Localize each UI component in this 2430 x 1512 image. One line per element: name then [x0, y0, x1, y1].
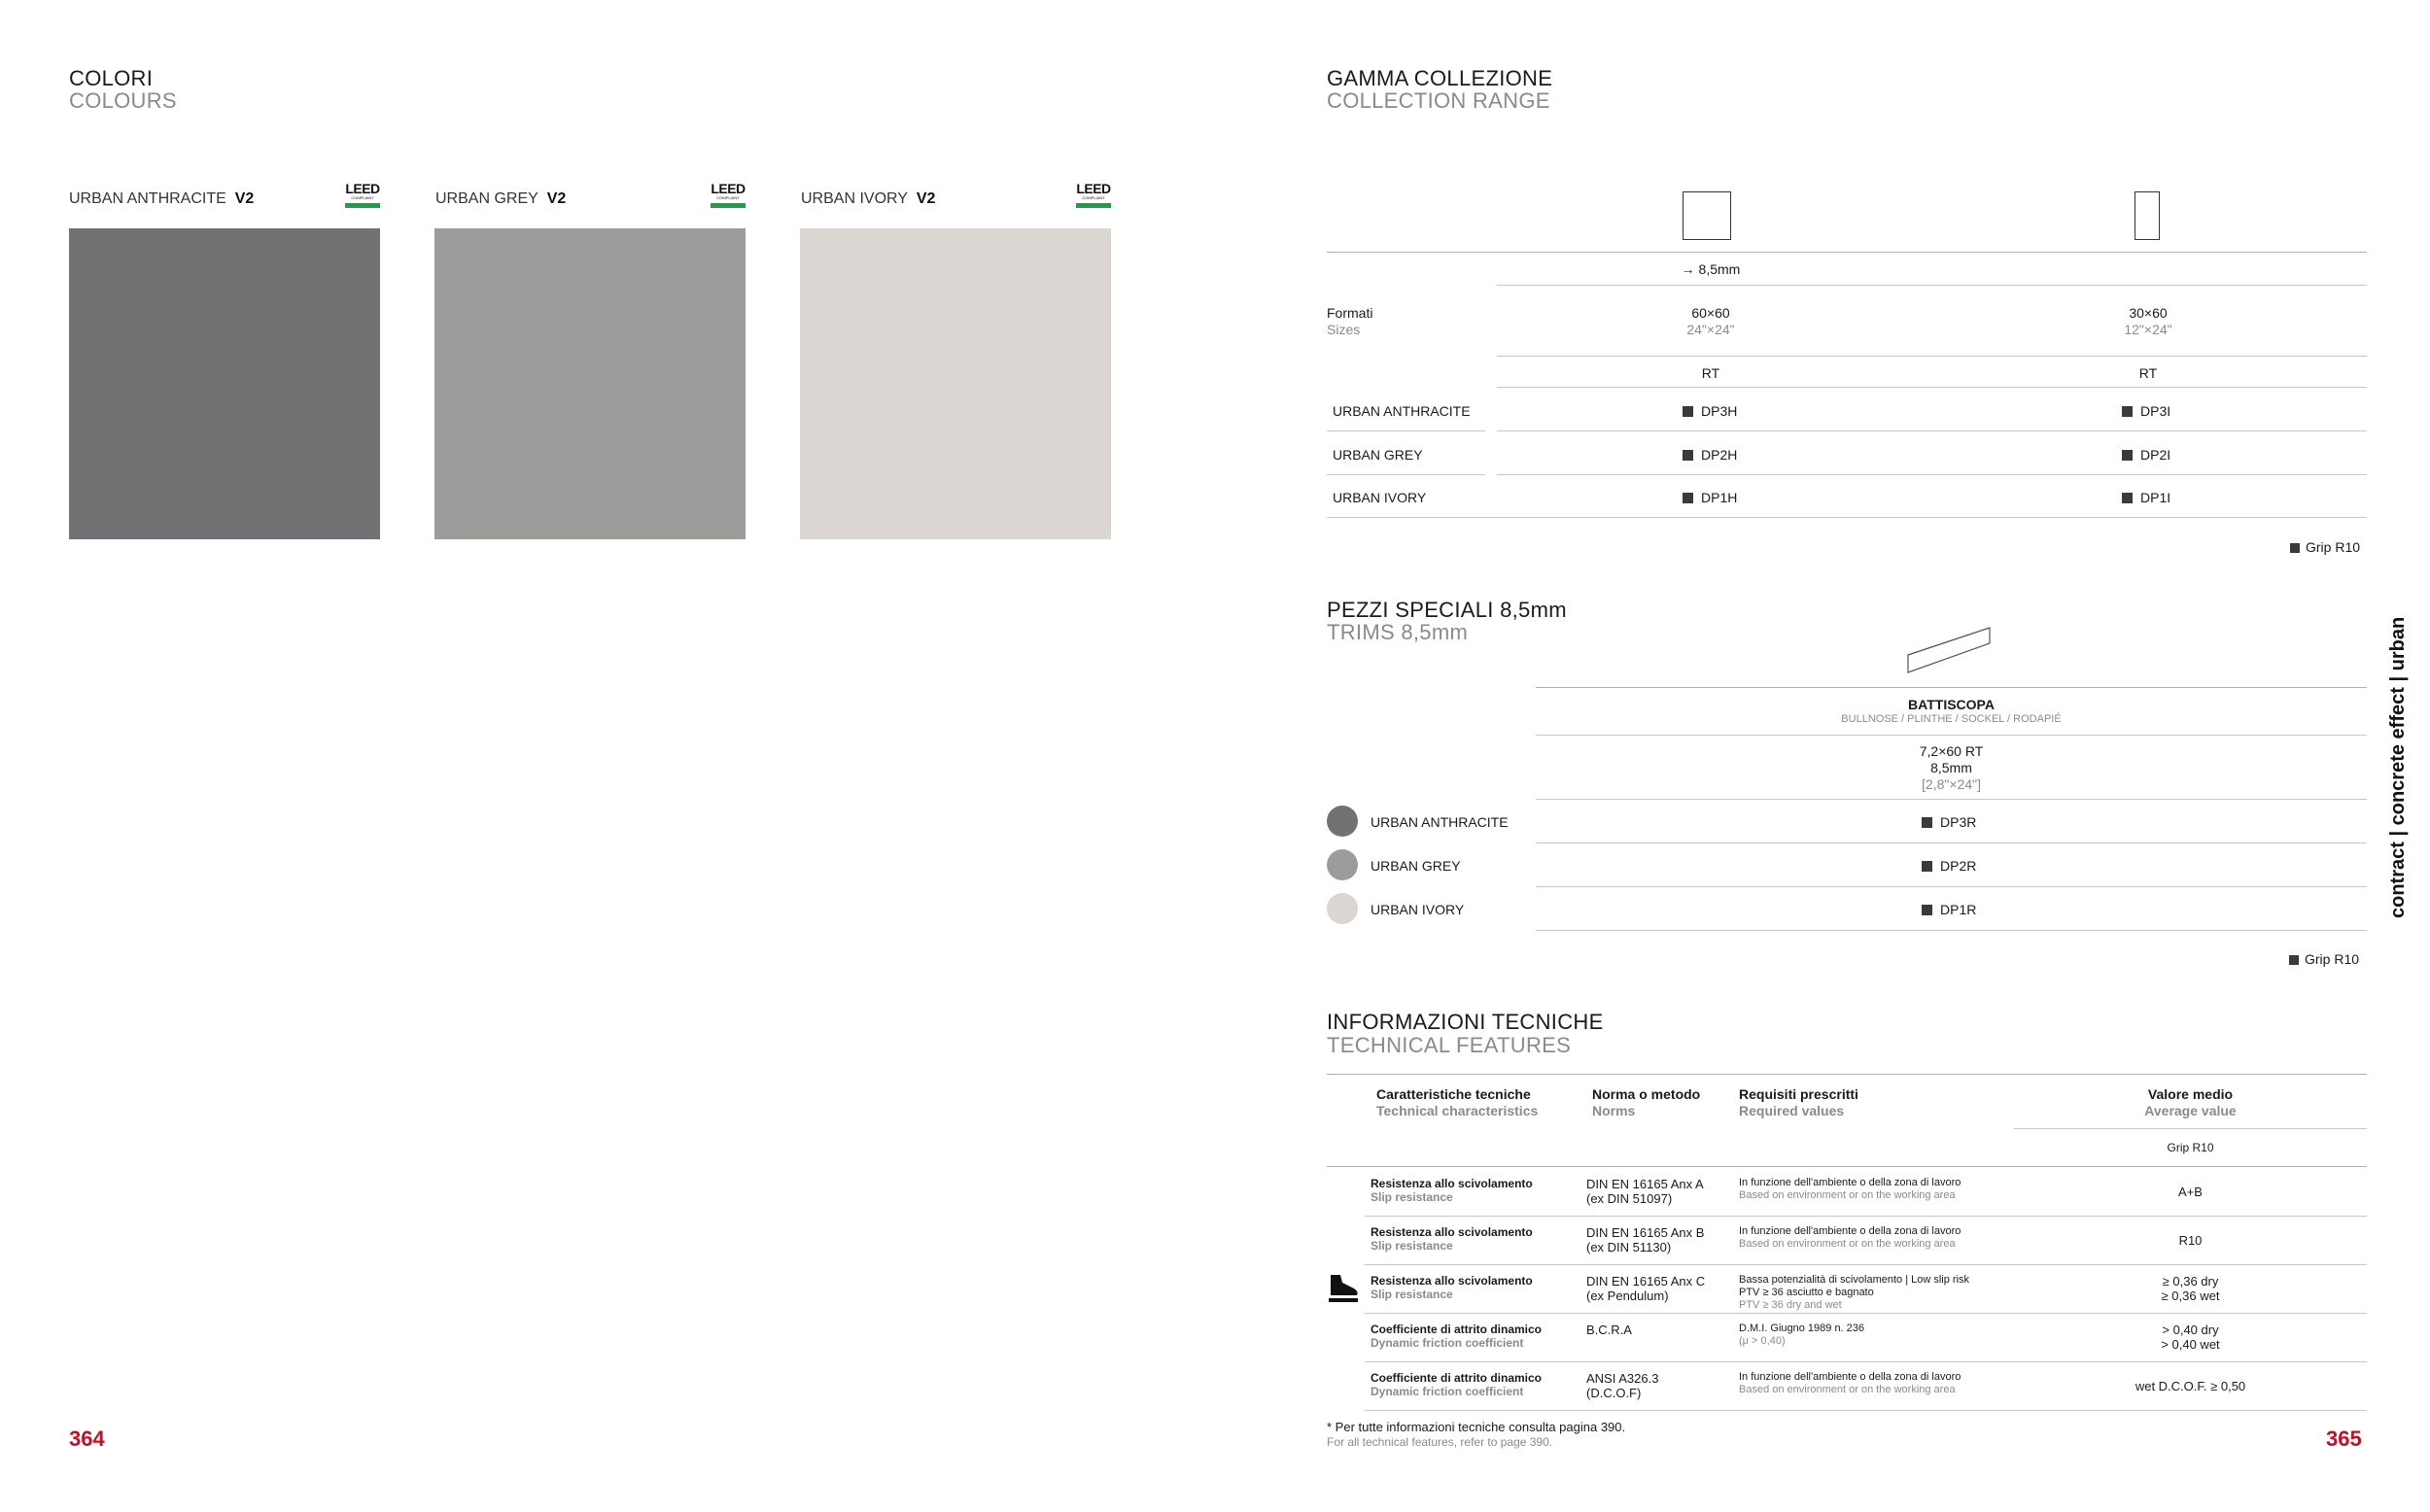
range-row-name: URBAN GREY	[1333, 447, 1423, 463]
tech-char-en: Dynamic friction coefficient	[1371, 1385, 1524, 1398]
colours-title: COLORI	[69, 66, 154, 90]
rectangle-format-icon	[2135, 191, 2160, 240]
colour-dot-anthracite	[1327, 806, 1358, 837]
swatch-label	[801, 190, 935, 208]
trims-subtitle: TRIMS 8,5mm	[1327, 620, 1469, 644]
tech-value: A+B	[2178, 1185, 2203, 1199]
tech-norm: B.C.R.A	[1586, 1323, 1632, 1337]
tech-header-norm: Norma o metodo	[1592, 1086, 1701, 1102]
trims-legend: Grip R10	[2289, 951, 2359, 967]
tech-req: In funzione dell'ambiente o della zona di lavoro	[1739, 1225, 1961, 1237]
trim-code: DP3R	[1922, 814, 1976, 830]
trim-row-name: URBAN IVORY	[1371, 902, 1465, 917]
leed-sub: COMPLIANT	[716, 195, 740, 200]
footnote: * Per tutte informazioni tecniche consulta pagina 390.	[1327, 1420, 1626, 1434]
trim-row-name: URBAN GREY	[1371, 858, 1461, 874]
tech-title: INFORMAZIONI TECNICHE	[1327, 1010, 1604, 1034]
leed-text: LEED	[711, 181, 746, 196]
tech-char: Resistenza allo scivolamento	[1371, 1225, 1533, 1239]
range-code: DP2I	[2122, 447, 2170, 463]
tech-req-sub: Based on environment or on the working area	[1739, 1384, 1956, 1395]
leed-logo	[1076, 182, 1111, 208]
leed-text: LEED	[345, 181, 380, 196]
thickness-label: → 8,5mm	[1681, 261, 1741, 277]
range-code: DP3I	[2122, 403, 2170, 419]
leed-sub: COMPLIANT	[1082, 195, 1105, 200]
tech-char: Coefficiente di attrito dinamico	[1371, 1323, 1543, 1336]
tech-req: In funzione dell'ambiente o della zona di lavoro	[1739, 1177, 1961, 1188]
range-row-name: URBAN ANTHRACITE	[1333, 403, 1471, 419]
leed-text: LEED	[1076, 181, 1111, 196]
trim-code: DP2R	[1922, 858, 1976, 874]
tech-char: Coefficiente di attrito dinamico	[1371, 1371, 1543, 1385]
tech-req-sub2: PTV ≥ 36 dry and wet	[1739, 1299, 1842, 1311]
leed-sub: COMPLIANT	[351, 195, 374, 200]
grip-square-icon	[1922, 905, 1932, 915]
tech-header-val: Valore medio	[2147, 1086, 2234, 1102]
tech-norm: DIN EN 16165 Anx A	[1586, 1177, 1704, 1191]
tech-header-req-en: Required values	[1739, 1103, 1845, 1118]
trim-piece-sub: BULLNOSE / PLINTHE / SOCKEL / RODAPIÉ	[1841, 713, 2062, 725]
swatch-name: URBAN GREY	[435, 190, 538, 207]
swatch-label	[435, 190, 566, 208]
grip-square-icon	[2290, 543, 2300, 553]
swatch-version: V2	[546, 190, 567, 207]
leed-bar	[1076, 203, 1111, 208]
swatch-tile-ivory	[800, 228, 1111, 539]
range-code: DP1I	[2122, 490, 2170, 505]
tech-value: ≥ 0,36 dry	[2162, 1274, 2219, 1289]
tech-subtitle: TECHNICAL FEATURES	[1327, 1033, 1572, 1057]
tech-norm-sub: (ex DIN 51097)	[1586, 1191, 1673, 1206]
grip-square-icon	[2122, 406, 2133, 417]
grip-square-icon	[2122, 493, 2133, 503]
tech-char: Resistenza allo scivolamento	[1371, 1177, 1533, 1190]
range-code: DP3H	[1683, 403, 1737, 419]
swatch-version: V2	[234, 190, 255, 207]
tech-char-en: Dynamic friction coefficient	[1371, 1336, 1524, 1350]
size-30x60-inch: 12"×24"	[2124, 322, 2172, 337]
size-30x60: 30×60	[2129, 305, 2168, 321]
swatch-label	[69, 190, 254, 208]
tech-header-req: Requisiti prescritti	[1739, 1086, 1858, 1102]
tech-req-sub: Based on environment or on the working area	[1739, 1189, 1956, 1201]
side-category-text: contract | concrete effect | urban	[2387, 616, 2409, 918]
tech-norm-sub: (D.C.O.F)	[1586, 1386, 1642, 1400]
tech-req: D.M.I. Giugno 1989 n. 236	[1739, 1323, 1865, 1334]
tech-header-norm-en: Norms	[1592, 1103, 1636, 1118]
tech-norm-sub: (ex DIN 51130)	[1586, 1240, 1672, 1254]
range-subtitle: COLLECTION RANGE	[1327, 88, 1550, 113]
grip-square-icon	[2289, 955, 2299, 965]
tech-norm: ANSI A326.3	[1586, 1371, 1659, 1386]
bullnose-trim-icon	[1900, 622, 1997, 678]
swatch-tile-grey	[434, 228, 746, 539]
grip-square-icon	[2122, 450, 2133, 461]
leed-logo	[345, 182, 380, 208]
colours-subtitle: COLOURS	[69, 88, 177, 113]
finish-rt: RT	[2138, 365, 2158, 381]
size-60x60-inch: 24"×24"	[1686, 322, 1735, 337]
shoe-icon	[1327, 1271, 1360, 1304]
page-number-left: 364	[69, 1426, 105, 1451]
tech-req: Bassa potenzialità di scivolamento | Low slip risk	[1739, 1274, 1970, 1286]
tech-char: Resistenza allo scivolamento	[1371, 1274, 1533, 1288]
size-60x60: 60×60	[1691, 305, 1730, 321]
tech-norm: DIN EN 16165 Anx B	[1586, 1225, 1705, 1240]
tech-value-sub: ≥ 0,36 wet	[2161, 1289, 2220, 1303]
grip-square-icon	[1922, 817, 1932, 828]
page-number-right: 365	[2326, 1426, 2362, 1451]
tech-value: R10	[2178, 1233, 2203, 1248]
swatch-name: URBAN IVORY	[801, 190, 908, 207]
grip-square-icon	[1683, 450, 1693, 461]
swatch-version: V2	[916, 190, 936, 207]
formats-label: Formati	[1327, 305, 1373, 321]
range-code: DP2H	[1683, 447, 1737, 463]
tech-header-char-en: Technical characteristics	[1376, 1103, 1539, 1118]
range-legend: Grip R10	[2290, 539, 2360, 555]
trim-piece-name: BATTISCOPA	[1908, 697, 1995, 712]
grip-square-icon	[1922, 861, 1932, 872]
tech-value: > 0,40 dry	[2162, 1323, 2219, 1337]
tech-value-sub: > 0,40 wet	[2161, 1337, 2220, 1352]
tech-header-val-sub: Grip R10	[2167, 1141, 2214, 1154]
tech-norm-sub: (ex Pendulum)	[1586, 1289, 1669, 1303]
tech-char-en: Slip resistance	[1371, 1239, 1453, 1253]
grip-square-icon	[1683, 493, 1693, 503]
swatch-name: URBAN ANTHRACITE	[69, 190, 226, 207]
tech-char-en: Slip resistance	[1371, 1288, 1453, 1301]
tech-req-sub: (μ > 0,40)	[1739, 1335, 1786, 1347]
square-format-icon	[1683, 191, 1731, 240]
trim-inch: [2,8"×24"]	[1922, 776, 1981, 792]
trims-title: PEZZI SPECIALI 8,5mm	[1327, 598, 1567, 622]
tech-value: wet D.C.O.F. ≥ 0,50	[2135, 1379, 2246, 1393]
formats-sub: Sizes	[1327, 322, 1361, 337]
footnote-en: For all technical features, refer to page 390.	[1327, 1435, 1553, 1449]
swatch-tile-anthracite	[69, 228, 380, 539]
tech-req: In funzione dell'ambiente o della zona di lavoro	[1739, 1371, 1961, 1383]
grip-square-icon	[1683, 406, 1693, 417]
leed-bar	[711, 203, 746, 208]
colour-dot-grey	[1327, 849, 1358, 880]
leed-logo	[711, 182, 746, 208]
leed-bar	[345, 203, 380, 208]
trim-code: DP1R	[1922, 902, 1976, 917]
tech-req-sub: Based on environment or on the working area	[1739, 1238, 1956, 1250]
trim-row-name: URBAN ANTHRACITE	[1371, 814, 1509, 830]
finish-rt: RT	[1701, 365, 1720, 381]
trim-size: 7,2×60 RT	[1919, 743, 1984, 759]
range-code: DP1H	[1683, 490, 1737, 505]
range-row-name: URBAN IVORY	[1333, 490, 1427, 505]
tech-header-char: Caratteristiche tecniche	[1376, 1086, 1531, 1102]
tech-char-en: Slip resistance	[1371, 1190, 1453, 1204]
trim-thickness: 8,5mm	[1930, 760, 1972, 775]
tech-header-val-en: Average value	[2144, 1103, 2237, 1118]
range-title: GAMMA COLLEZIONE	[1327, 66, 1553, 90]
tech-req-sub: PTV ≥ 36 asciutto e bagnato	[1739, 1287, 1874, 1298]
tech-norm: DIN EN 16165 Anx C	[1586, 1274, 1706, 1289]
colour-dot-ivory	[1327, 893, 1358, 924]
